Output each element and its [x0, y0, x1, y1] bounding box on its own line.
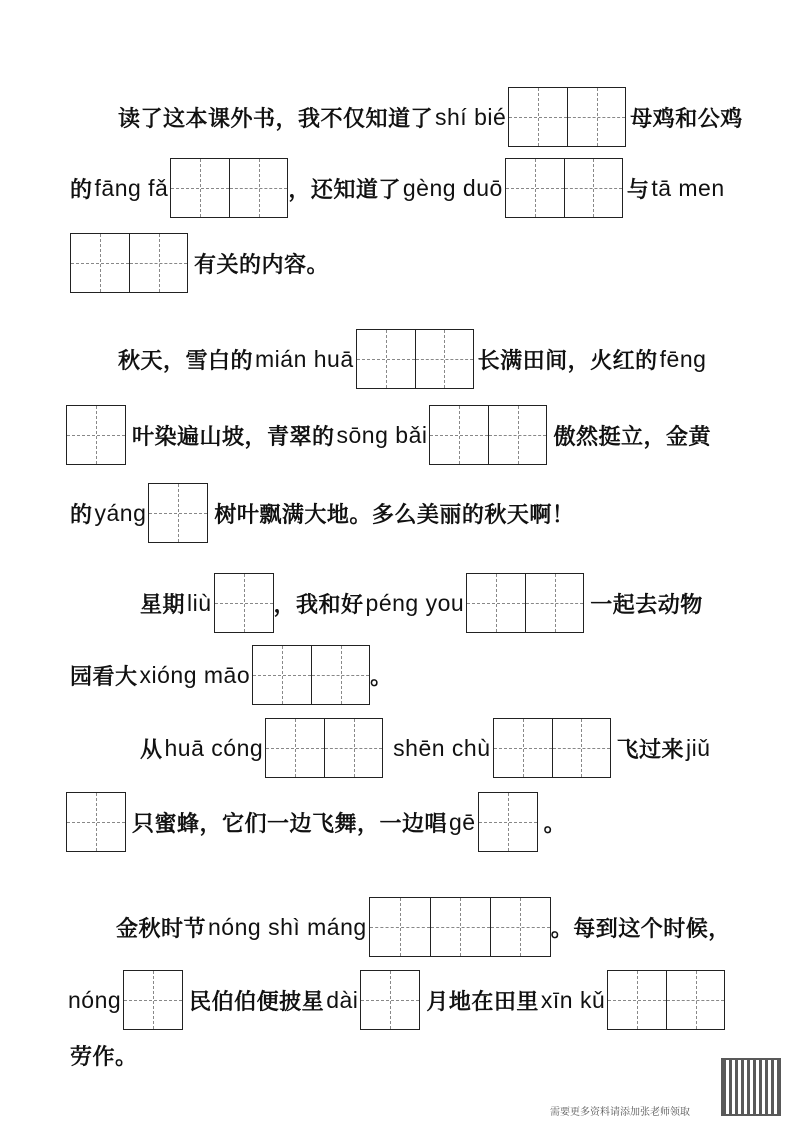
answer-box-2[interactable]	[265, 718, 383, 778]
text: 的	[70, 177, 93, 203]
text: ，还知道了	[288, 177, 401, 203]
p4-line1	[140, 718, 713, 778]
answer-box-2[interactable]	[508, 87, 626, 147]
pinyin: tā men	[651, 174, 725, 201]
pinyin: jiǔ	[686, 734, 711, 761]
text: 只蜜蜂，它们一边飞舞，一边唱	[132, 811, 448, 837]
text: 。每到这个时候，	[550, 916, 731, 942]
text: 秋天，雪白的	[118, 348, 254, 374]
text: 傲然挺立，金黄	[553, 424, 711, 450]
pinyin: huā cóng	[164, 734, 264, 761]
pinyin: nóng shì máng	[208, 913, 367, 940]
text: 民伯伯便披星	[189, 989, 325, 1015]
text: 母鸡和公鸡	[630, 106, 743, 132]
p5-line3	[70, 1040, 138, 1071]
answer-box-1[interactable]	[478, 792, 538, 852]
answer-box-1[interactable]	[123, 970, 183, 1030]
p5-line2	[66, 970, 725, 1030]
pinyin: sōng bǎi	[336, 421, 428, 448]
text: 读了这本课外书，我不仅知道了	[118, 106, 434, 132]
pinyin: péng you	[365, 589, 465, 616]
answer-box-1[interactable]	[66, 792, 126, 852]
answer-box-1[interactable]	[360, 970, 420, 1030]
text: 一起去动物	[590, 592, 703, 618]
qr-code	[721, 1058, 781, 1116]
p1-line1	[118, 87, 743, 147]
pinyin: shí bié	[435, 103, 507, 130]
answer-box-2[interactable]	[429, 405, 547, 465]
text: 劳作。	[70, 1045, 138, 1070]
answer-box-2[interactable]	[70, 233, 188, 293]
text: 与	[626, 177, 650, 203]
text: 的	[70, 502, 93, 528]
answer-box-2[interactable]	[252, 645, 370, 705]
pinyin: gē	[449, 808, 476, 835]
text: 。	[370, 664, 393, 690]
text: 从	[140, 737, 163, 763]
answer-box-2[interactable]	[466, 573, 584, 633]
text: 园看大	[70, 664, 138, 690]
answer-box-2[interactable]	[493, 718, 611, 778]
pinyin: fēng	[659, 345, 707, 372]
pinyin: yáng	[94, 499, 147, 526]
p3-line2	[70, 645, 393, 705]
pinyin: nóng	[68, 986, 122, 1013]
text: 星期	[140, 592, 186, 618]
text: 有关的内容。	[194, 252, 330, 278]
pinyin: shēn chù	[393, 734, 491, 761]
p1-line2	[70, 158, 727, 218]
text: ，我和好	[273, 592, 364, 618]
pinyin: xīn kǔ	[540, 986, 606, 1013]
text: 飞过来	[616, 737, 685, 763]
answer-box-3[interactable]	[369, 897, 551, 957]
pinyin: liù	[187, 589, 212, 616]
pinyin: xióng māo	[139, 661, 251, 688]
pinyin: fāng fǎ	[94, 174, 169, 201]
text: 叶染遍山坡，青翠的	[132, 424, 335, 450]
text: 月地在田里	[426, 989, 539, 1015]
answer-box-1[interactable]	[66, 405, 126, 465]
text: 金秋时节	[116, 916, 207, 942]
p4-line2	[66, 792, 566, 852]
answer-box-1[interactable]	[214, 573, 274, 633]
text: 树叶飘满大地。多么美丽的秋天啊！	[214, 502, 575, 528]
p1-line3	[70, 233, 329, 293]
answer-box-2[interactable]	[170, 158, 288, 218]
pinyin: mián huā	[255, 345, 354, 372]
p5-line1	[116, 897, 731, 957]
footer-note: 需要更多资料请添加张老师领取	[550, 1107, 690, 1118]
p2-line1	[118, 329, 708, 389]
text: 。	[543, 811, 567, 837]
pinyin: gèng duō	[402, 174, 503, 201]
answer-box-2[interactable]	[505, 158, 623, 218]
p2-line3	[70, 483, 574, 543]
answer-box-2[interactable]	[607, 970, 725, 1030]
p3-line1	[140, 573, 703, 633]
text: 长满田间，火红的	[477, 348, 658, 374]
p2-line2	[66, 405, 711, 465]
pinyin: dài	[326, 986, 359, 1013]
answer-box-1[interactable]	[148, 483, 208, 543]
answer-box-2[interactable]	[356, 329, 474, 389]
